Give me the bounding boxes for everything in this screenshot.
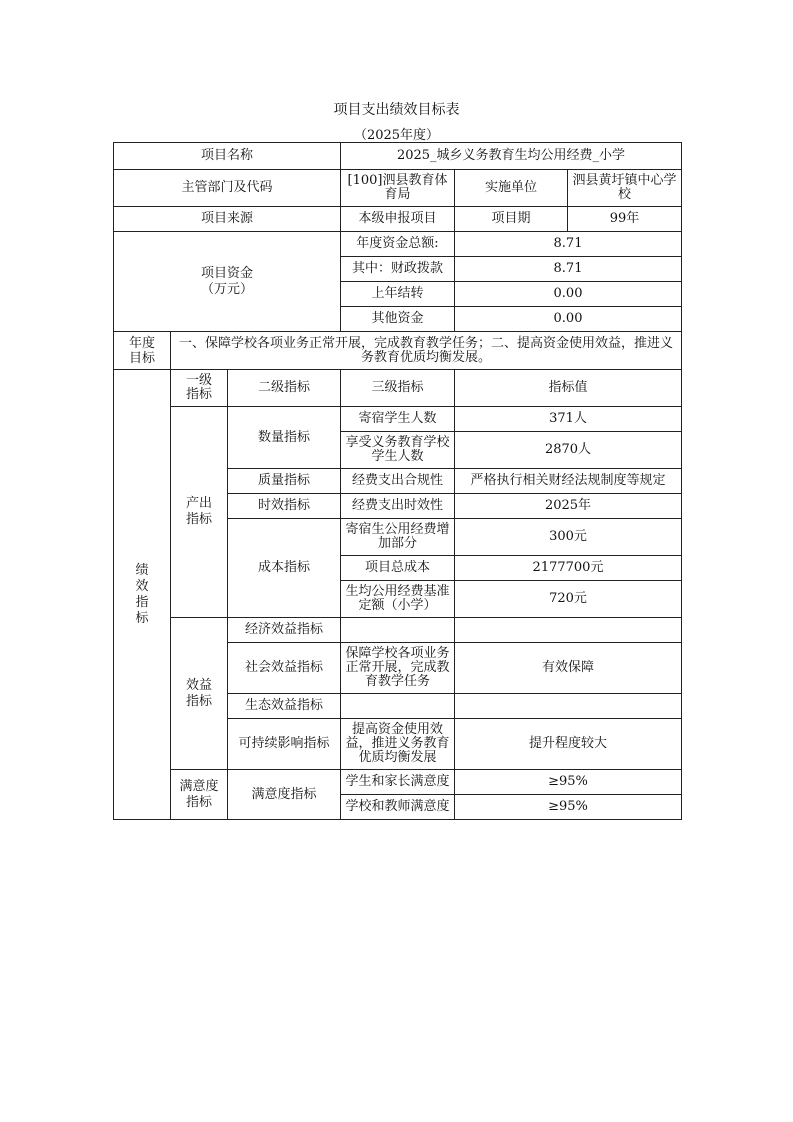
cost-r1-name: 寄宿生公用经费增加部分 [341,519,455,556]
period-label: 项目期 [455,207,568,232]
funds-carryover-label: 上年结转 [341,282,455,307]
funds-total-label: 年度资金总额: [341,232,455,257]
cost-label: 成本指标 [228,519,341,618]
funds-carryover-value: 0.00 [455,282,682,307]
quality-value: 严格执行相关财经法规制度等规定 [455,469,682,494]
dept-label: 主管部门及代码 [114,170,341,207]
doc-year: （2025年度） [353,128,440,143]
output-label [171,407,228,618]
cost-r3-name: 生均公用经费基准定额（小学） [341,581,455,618]
funds-other-value: 0.00 [455,307,682,332]
satisfaction-r2-name: 学校和教师满意度 [341,795,455,820]
quantity-r2-name: 享受义务教育学校学生人数 [341,432,455,469]
satisfaction-r1-name: 学生和家长满意度 [341,770,455,795]
benefit-label [171,618,228,770]
project-name-label: 项目名称 [114,143,341,170]
satisfaction-r2-value: ≥95% [455,795,682,820]
funds-fiscal-value: 8.71 [455,257,682,282]
row-dept [114,170,682,207]
timeliness-name: 经费支出时效性 [341,494,455,519]
timeliness-label: 时效指标 [228,494,341,519]
row-funds-total [114,232,682,257]
satisfaction-label [171,770,228,820]
benefit-label-text: 效益指标 [185,677,212,709]
cost-r2-name: 项目总成本 [341,556,455,581]
header-l1-text: 一级指标 [185,373,212,402]
header-l1 [171,370,228,407]
perf-label-text: 绩效指标 [135,562,149,626]
source-label: 项目来源 [114,207,341,232]
funds-fiscal-label: 其中：财政拨款 [341,257,455,282]
ecological-name [341,694,455,719]
performance-table [113,142,682,820]
quantity-r1-name: 寄宿学生人数 [341,407,455,432]
cost-r2-value: 2177700元 [455,556,682,581]
cost-r3-value: 720元 [455,581,682,618]
impl-value: 泗县黄圩镇中心学校 [568,170,682,207]
social-value: 有效保障 [455,643,682,694]
economic-name [341,618,455,643]
economic-label: 经济效益指标 [228,618,341,643]
funds-other-label: 其他资金 [341,307,455,332]
quantity-r2-value: 2870人 [455,432,682,469]
project-name-value: 2025_城乡义务教育生均公用经费_小学 [341,143,682,170]
row-economic [114,618,682,643]
header-l3: 三级指标 [341,370,455,407]
sustain-value: 提升程度较大 [455,719,682,770]
funds-label-text: 项目资金（万元） [200,265,253,297]
timeliness-value: 2025年 [455,494,682,519]
economic-value [455,618,682,643]
header-l2: 二级指标 [228,370,341,407]
quality-label: 质量指标 [228,469,341,494]
goal-label [114,332,171,370]
quantity-label: 数量指标 [228,407,341,469]
satisfaction-l2: 满意度指标 [228,770,341,820]
sustain-name: 提高资金使用效益，推进义务教育优质均衡发展 [341,719,455,770]
social-name: 保障学校各项业务正常开展，完成教育教学任务 [341,643,455,694]
goal-label-text: 年度目标 [128,335,155,366]
goal-text: 一、保障学校各项业务正常开展，完成教育教学任务；二、提高资金使用效益，推进义务教育优质均衡发展。 [171,332,682,370]
quantity-r1-value: 371人 [455,407,682,432]
row-goal [114,332,682,370]
row-perf-header [114,370,682,407]
cost-r1-value: 300元 [455,519,682,556]
quality-name: 经费支出合规性 [341,469,455,494]
row-satisfaction-1 [114,770,682,795]
row-project-name [114,143,682,170]
social-label: 社会效益指标 [228,643,341,694]
period-value: 99年 [568,207,682,232]
row-source [114,207,682,232]
satisfaction-label-text: 满意度指标 [179,778,219,810]
satisfaction-r1-value: ≥95% [455,770,682,795]
doc-title: 项目支出绩效目标表 [333,102,460,118]
funds-total-value: 8.71 [455,232,682,257]
sustain-label: 可持续影响指标 [228,719,341,770]
perf-label [114,370,171,820]
header-value: 指标值 [455,370,682,407]
ecological-value [455,694,682,719]
row-quantity-1 [114,407,682,432]
funds-label [114,232,341,332]
source-value: 本级申报项目 [341,207,455,232]
ecological-label: 生态效益指标 [228,694,341,719]
output-label-text: 产出指标 [185,496,212,527]
impl-label: 实施单位 [455,170,568,207]
dept-value: [100]泗县教育体育局 [341,170,455,207]
